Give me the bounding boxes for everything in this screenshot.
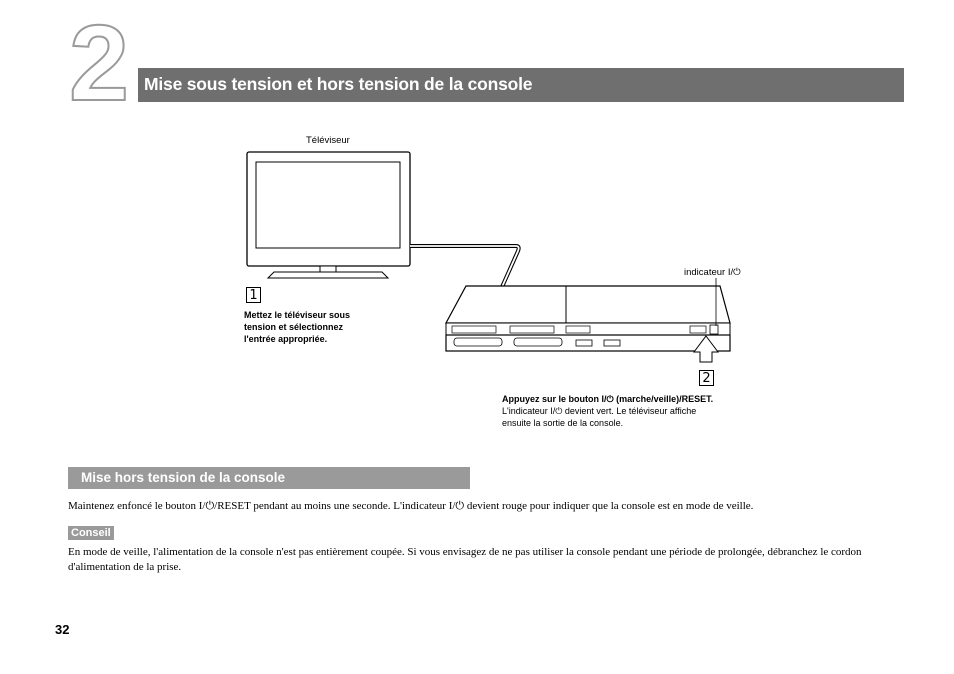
tip-text: En mode de veille, l'alimentation de la console n'est pas entièrement coupée. Si vous envisagez de ne pas utiliser la console pendant une période de prolongée, débranchez le cordon d'alimentation de la prise.: [68, 546, 862, 573]
section-title: Mise hors tension de la console: [81, 470, 286, 485]
console-icon: [446, 286, 730, 351]
page-title: Mise sous tension et hors tension de la console: [144, 74, 533, 94]
page-title-bar: [138, 68, 904, 102]
step-2-text: [502, 393, 762, 429]
chapter-number: 2: [68, 18, 130, 106]
step-2-line: L'indicateur I/⏻ devient vert. Le téléviseur affiche: [502, 406, 697, 416]
tv-icon: [247, 152, 410, 278]
chapter-number-graphic: [66, 18, 132, 106]
step-2-line: ensuite la sortie de la console.: [502, 418, 624, 428]
indicator-label: indicateur I/⏻: [684, 267, 741, 278]
section-paragraph: Maintenez enfoncé le bouton I/⏻/RESET pendant au moins une seconde. L'indicateur I/⏻ devient rouge pour indiquer que la console est en mode de veille.: [68, 500, 754, 512]
step-1-text: [244, 309, 384, 345]
section-title-bar: [68, 467, 470, 489]
step-1-line: tension et sélectionnez: [244, 322, 344, 332]
step-2-line: Appuyez sur le bouton I/⏻ (marche/veille)/RESET.: [502, 394, 714, 404]
tv-label: Téléviseur: [306, 135, 350, 146]
step-1-line: l'entrée appropriée.: [244, 334, 328, 344]
step-1-line: Mettez le téléviseur sous: [244, 310, 351, 320]
tip-label: Conseil: [68, 526, 114, 540]
page-number: 32: [55, 622, 70, 637]
step-2-box: 2: [699, 370, 714, 386]
step-1-box: 1: [246, 287, 261, 303]
